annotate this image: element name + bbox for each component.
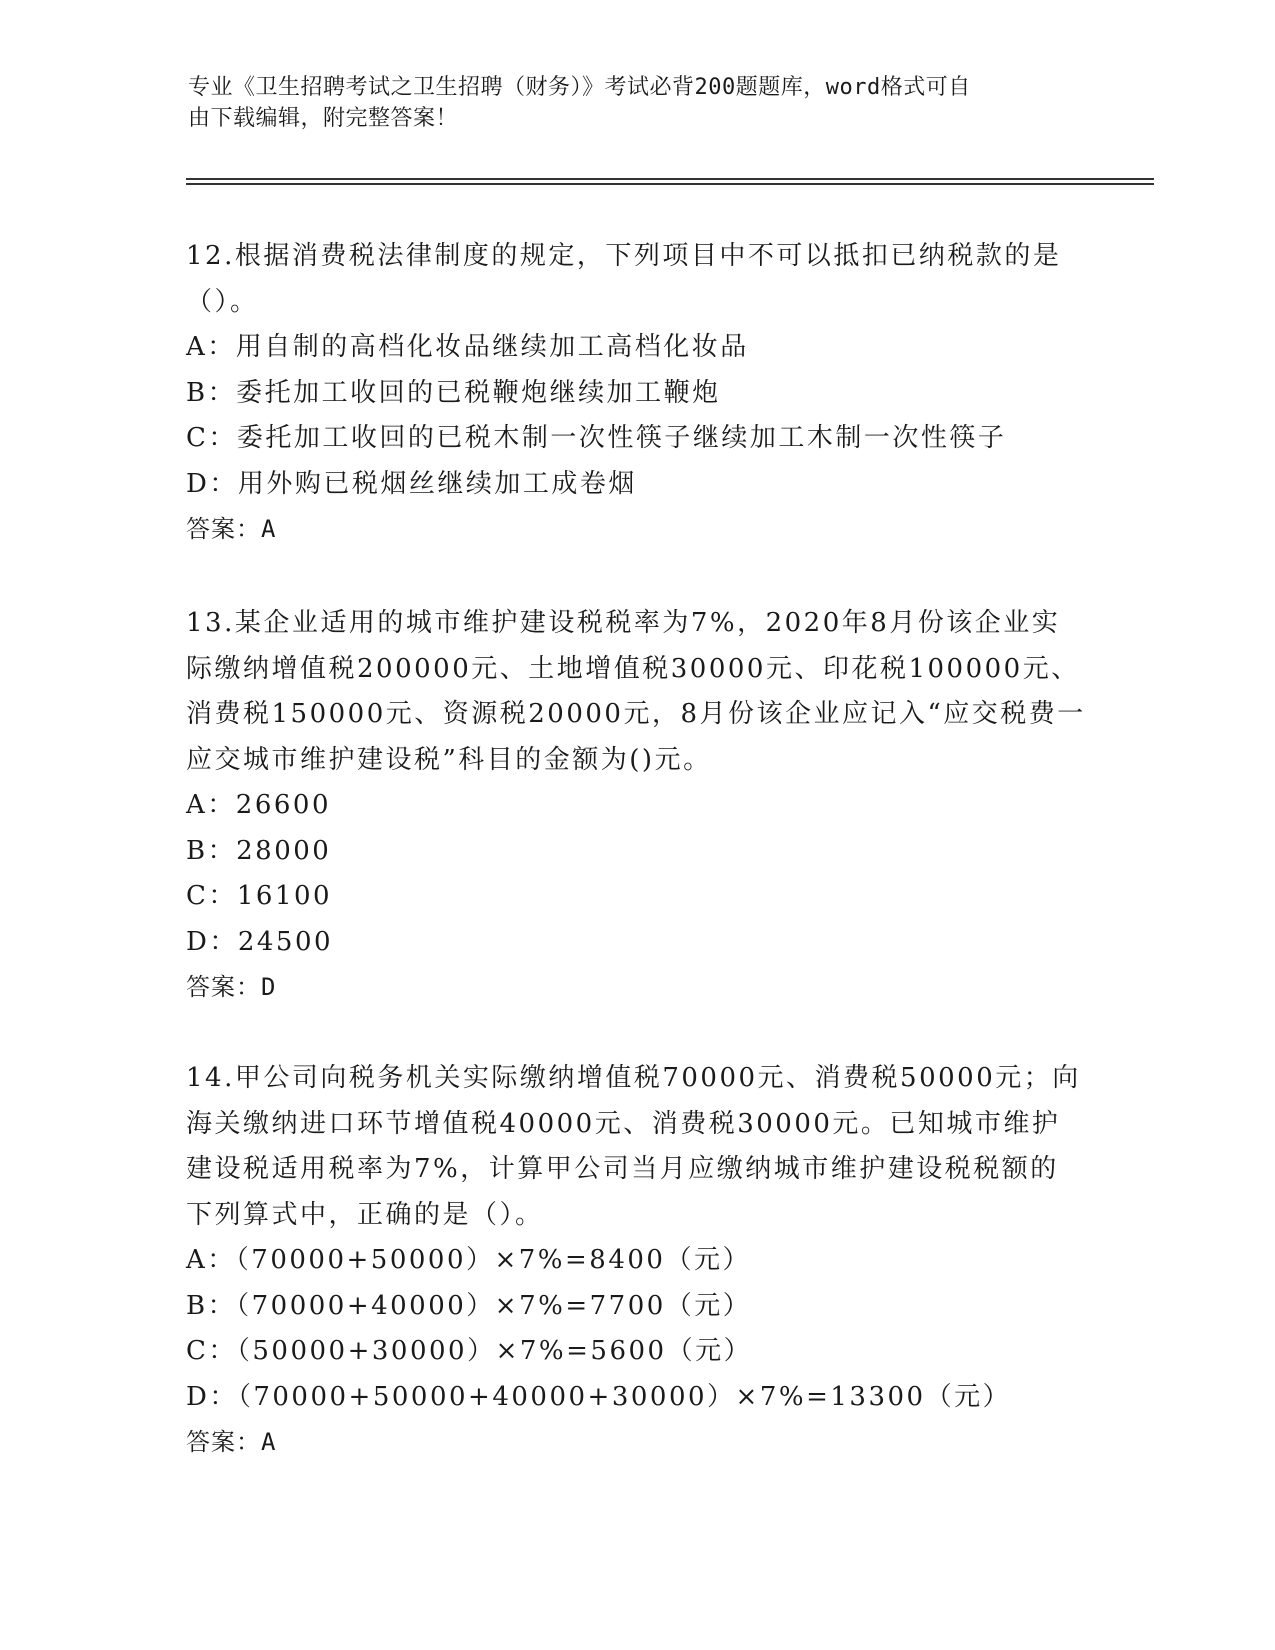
option-list (186, 783, 1086, 965)
option-b: B：28000 (186, 835, 332, 866)
option-d: D：用外购已税烟丝继续加工成卷烟 (186, 468, 637, 499)
option-d: D：（70000+50000+40000+30000）×7%=13300（元） (186, 1381, 1012, 1412)
option-c: C：委托加工收回的已税木制一次性筷子继续加工木制一次性筷子 (186, 423, 1007, 453)
question-stem: 14.甲公司向税务机关实际缴纳增值税70000元、消费税50000元；向海关缴纳进口环节增值税40000元、消费税30000元。已知城市维护建设税适用税率为7%，计算甲公司当月应缴纳城市维护建设税税额的下列算式中，正确的是（）。 (186, 1063, 1081, 1230)
option-d: D：24500 (186, 926, 334, 957)
question-12 (186, 234, 1086, 553)
answer-line: 答案：D (186, 973, 277, 1001)
option-b: B：（70000+40000）×7%=7700（元） (186, 1290, 752, 1321)
question-stem: 12.根据消费税法律制度的规定，下列项目中不可以抵扣已纳税款的是（）。 (186, 241, 1062, 317)
answer-line: 答案：A (186, 1428, 277, 1456)
option-b: B：委托加工收回的已税鞭炮继续加工鞭炮 (186, 377, 721, 408)
option-c: C：16100 (186, 881, 333, 911)
option-a: A：（70000+50000）×7%=8400（元） (186, 1245, 751, 1275)
question-stem: 13.某企业适用的城市维护建设税税率为7%，2020年8月份该企业实际缴纳增值税200000元、土地增值税30000元、印花税100000元、消费税150000元、资源税20000元，8月份该企业应记入“应交税费一应交城市维护建设税”科目的金额为()元。 (186, 608, 1086, 775)
option-c: C：（50000+30000）×7%=5600（元） (186, 1336, 753, 1366)
header-line-2: 由下载编辑，附完整答案！ (188, 106, 459, 131)
option-a: A：26600 (186, 790, 331, 820)
header-divider-top (186, 178, 1154, 180)
answer-line: 答案：A (186, 515, 277, 543)
option-list (186, 325, 1086, 507)
header-line-1: 专业《卫生招聘考试之卫生招聘（财务）》考试必背200题题库，word格式可自 (188, 75, 971, 100)
question-13 (186, 601, 1086, 1011)
option-a: A：用自制的高档化妆品继续加工高档化妆品 (186, 332, 749, 362)
question-14 (186, 1056, 1086, 1466)
document-header (188, 72, 1068, 134)
header-divider-bottom (186, 183, 1154, 185)
option-list (186, 1238, 1086, 1420)
